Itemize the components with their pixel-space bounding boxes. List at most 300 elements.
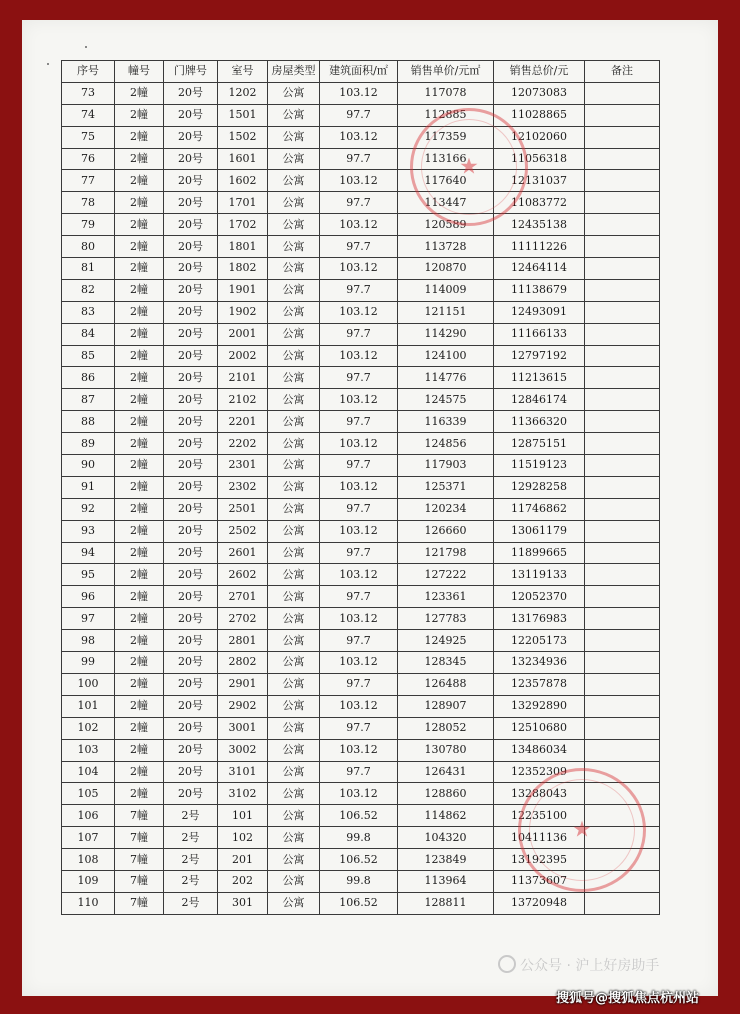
cell-remarks	[585, 761, 660, 783]
cell-house-type: 公寓	[268, 104, 320, 126]
cell-unit-price: 127783	[398, 608, 494, 630]
cell-building: 2幢	[115, 367, 164, 389]
cell-unit-price: 114009	[398, 279, 494, 301]
cell-area: 103.12	[320, 258, 398, 280]
cell-seq: 93	[62, 520, 115, 542]
cell-unit-price: 127222	[398, 564, 494, 586]
cell-unit-price: 126488	[398, 673, 494, 695]
table-row	[62, 476, 660, 498]
cell-area: 97.7	[320, 673, 398, 695]
cell-unit-price: 125371	[398, 476, 494, 498]
cell-building: 2幢	[115, 323, 164, 345]
cell-house-type: 公寓	[268, 739, 320, 761]
cell-building: 7幢	[115, 849, 164, 871]
cell-room: 1801	[218, 236, 268, 258]
cell-house-type: 公寓	[268, 608, 320, 630]
cell-door-number: 20号	[164, 695, 218, 717]
cell-area: 97.7	[320, 148, 398, 170]
cell-house-type: 公寓	[268, 520, 320, 542]
cell-door-number: 20号	[164, 82, 218, 104]
scan-speck	[85, 46, 87, 48]
cell-unit-price: 104320	[398, 827, 494, 849]
cell-total-price: 13234936	[494, 652, 585, 674]
cell-area: 99.8	[320, 827, 398, 849]
cell-unit-price: 120234	[398, 498, 494, 520]
table-row	[62, 301, 660, 323]
cell-door-number: 20号	[164, 761, 218, 783]
cell-door-number: 20号	[164, 783, 218, 805]
cell-unit-price: 128860	[398, 783, 494, 805]
cell-house-type: 公寓	[268, 433, 320, 455]
cell-area: 103.12	[320, 82, 398, 104]
cell-house-type: 公寓	[268, 783, 320, 805]
cell-building: 7幢	[115, 805, 164, 827]
cell-house-type: 公寓	[268, 805, 320, 827]
cell-building: 2幢	[115, 104, 164, 126]
cell-seq: 101	[62, 695, 115, 717]
cell-unit-price: 124575	[398, 389, 494, 411]
cell-remarks	[585, 104, 660, 126]
cell-area: 103.12	[320, 783, 398, 805]
cell-room: 2702	[218, 608, 268, 630]
cell-door-number: 20号	[164, 608, 218, 630]
cell-room: 3101	[218, 761, 268, 783]
cell-room: 1902	[218, 301, 268, 323]
cell-total-price: 12073083	[494, 82, 585, 104]
cell-total-price: 12102060	[494, 126, 585, 148]
cell-seq: 99	[62, 652, 115, 674]
cell-area: 103.12	[320, 345, 398, 367]
cell-area: 103.12	[320, 652, 398, 674]
cell-total-price: 13486034	[494, 739, 585, 761]
cell-door-number: 20号	[164, 652, 218, 674]
wechat-icon	[498, 955, 516, 973]
cell-area: 106.52	[320, 892, 398, 914]
cell-door-number: 20号	[164, 411, 218, 433]
company-seal: ★	[410, 108, 528, 226]
cell-total-price: 12235100	[494, 805, 585, 827]
cell-house-type: 公寓	[268, 367, 320, 389]
cell-remarks	[585, 411, 660, 433]
cell-total-price: 12205173	[494, 630, 585, 652]
cell-door-number: 20号	[164, 148, 218, 170]
cell-building: 2幢	[115, 783, 164, 805]
cell-room: 2002	[218, 345, 268, 367]
cell-seq: 98	[62, 630, 115, 652]
cell-door-number: 20号	[164, 630, 218, 652]
cell-seq: 97	[62, 608, 115, 630]
cell-unit-price: 114290	[398, 323, 494, 345]
cell-house-type: 公寓	[268, 411, 320, 433]
cell-building: 2幢	[115, 498, 164, 520]
cell-house-type: 公寓	[268, 586, 320, 608]
cell-door-number: 2号	[164, 827, 218, 849]
cell-area: 103.12	[320, 520, 398, 542]
cell-door-number: 20号	[164, 542, 218, 564]
cell-remarks	[585, 827, 660, 849]
cell-door-number: 20号	[164, 717, 218, 739]
cell-total-price: 12797192	[494, 345, 585, 367]
cell-building: 2幢	[115, 520, 164, 542]
header-area: 建筑面积/㎡	[320, 61, 398, 83]
table-row	[62, 345, 660, 367]
cell-seq: 73	[62, 82, 115, 104]
cell-unit-price: 112885	[398, 104, 494, 126]
company-seal-2: ★	[518, 768, 646, 892]
table-row	[62, 520, 660, 542]
cell-seq: 102	[62, 717, 115, 739]
cell-unit-price: 128052	[398, 717, 494, 739]
cell-area: 103.12	[320, 608, 398, 630]
table-row	[62, 870, 660, 892]
cell-remarks	[585, 323, 660, 345]
table-header-row	[62, 61, 660, 83]
cell-door-number: 20号	[164, 301, 218, 323]
cell-building: 2幢	[115, 608, 164, 630]
cell-door-number: 20号	[164, 476, 218, 498]
cell-room: 3102	[218, 783, 268, 805]
cell-remarks	[585, 783, 660, 805]
cell-room: 2202	[218, 433, 268, 455]
cell-room: 2302	[218, 476, 268, 498]
cell-remarks	[585, 126, 660, 148]
cell-unit-price: 117078	[398, 82, 494, 104]
table-row	[62, 82, 660, 104]
table-row	[62, 455, 660, 477]
cell-room: 102	[218, 827, 268, 849]
cell-area: 103.12	[320, 389, 398, 411]
cell-total-price: 12928258	[494, 476, 585, 498]
cell-total-price: 12357878	[494, 673, 585, 695]
cell-room: 2201	[218, 411, 268, 433]
cell-remarks	[585, 564, 660, 586]
cell-seq: 107	[62, 827, 115, 849]
cell-room: 1601	[218, 148, 268, 170]
cell-area: 103.12	[320, 739, 398, 761]
cell-seq: 86	[62, 367, 115, 389]
cell-door-number: 20号	[164, 192, 218, 214]
cell-door-number: 20号	[164, 455, 218, 477]
cell-total-price: 13292890	[494, 695, 585, 717]
cell-room: 301	[218, 892, 268, 914]
cell-door-number: 20号	[164, 389, 218, 411]
cell-house-type: 公寓	[268, 892, 320, 914]
cell-seq: 91	[62, 476, 115, 498]
cell-room: 2602	[218, 564, 268, 586]
cell-building: 7幢	[115, 827, 164, 849]
cell-total-price: 13192395	[494, 849, 585, 871]
cell-building: 2幢	[115, 411, 164, 433]
cell-total-price: 11056318	[494, 148, 585, 170]
cell-room: 1602	[218, 170, 268, 192]
cell-area: 97.7	[320, 542, 398, 564]
cell-room: 101	[218, 805, 268, 827]
cell-seq: 81	[62, 258, 115, 280]
cell-area: 103.12	[320, 433, 398, 455]
cell-door-number: 20号	[164, 236, 218, 258]
table-row	[62, 542, 660, 564]
cell-room: 3001	[218, 717, 268, 739]
cell-area: 106.52	[320, 849, 398, 871]
cell-seq: 80	[62, 236, 115, 258]
cell-seq: 106	[62, 805, 115, 827]
cell-unit-price: 117359	[398, 126, 494, 148]
cell-unit-price: 114776	[398, 367, 494, 389]
cell-room: 1901	[218, 279, 268, 301]
cell-area: 103.12	[320, 301, 398, 323]
table-row	[62, 827, 660, 849]
table-row	[62, 717, 660, 739]
cell-area: 99.8	[320, 870, 398, 892]
cell-room: 2102	[218, 389, 268, 411]
cell-building: 2幢	[115, 630, 164, 652]
cell-house-type: 公寓	[268, 717, 320, 739]
cell-room: 2301	[218, 455, 268, 477]
cell-seq: 104	[62, 761, 115, 783]
header-seq: 序号	[62, 61, 115, 83]
cell-remarks	[585, 892, 660, 914]
cell-total-price: 12510680	[494, 717, 585, 739]
cell-remarks	[585, 192, 660, 214]
cell-area: 97.7	[320, 104, 398, 126]
cell-unit-price: 124925	[398, 630, 494, 652]
table-row	[62, 673, 660, 695]
cell-remarks	[585, 455, 660, 477]
cell-room: 1802	[218, 258, 268, 280]
cell-area: 103.12	[320, 170, 398, 192]
cell-unit-price: 121798	[398, 542, 494, 564]
cell-building: 2幢	[115, 455, 164, 477]
cell-house-type: 公寓	[268, 761, 320, 783]
cell-remarks	[585, 849, 660, 871]
cell-house-type: 公寓	[268, 630, 320, 652]
cell-building: 2幢	[115, 345, 164, 367]
cell-total-price: 11366320	[494, 411, 585, 433]
cell-door-number: 20号	[164, 586, 218, 608]
cell-remarks	[585, 586, 660, 608]
cell-house-type: 公寓	[268, 170, 320, 192]
cell-unit-price: 128811	[398, 892, 494, 914]
header-room: 室号	[218, 61, 268, 83]
header-building: 幢号	[115, 61, 164, 83]
cell-unit-price: 123361	[398, 586, 494, 608]
cell-room: 2902	[218, 695, 268, 717]
cell-remarks	[585, 498, 660, 520]
cell-building: 2幢	[115, 739, 164, 761]
cell-total-price: 13119133	[494, 564, 585, 586]
cell-seq: 95	[62, 564, 115, 586]
cell-door-number: 20号	[164, 126, 218, 148]
cell-house-type: 公寓	[268, 126, 320, 148]
cell-seq: 79	[62, 214, 115, 236]
cell-remarks	[585, 717, 660, 739]
cell-room: 2802	[218, 652, 268, 674]
cell-total-price: 13061179	[494, 520, 585, 542]
cell-room: 2801	[218, 630, 268, 652]
cell-total-price: 12493091	[494, 301, 585, 323]
cell-building: 2幢	[115, 170, 164, 192]
table-row	[62, 236, 660, 258]
cell-area: 97.7	[320, 236, 398, 258]
cell-seq: 103	[62, 739, 115, 761]
cell-unit-price: 113964	[398, 870, 494, 892]
cell-seq: 96	[62, 586, 115, 608]
scan-speck	[47, 63, 49, 65]
cell-unit-price: 130780	[398, 739, 494, 761]
cell-room: 3002	[218, 739, 268, 761]
cell-area: 97.7	[320, 630, 398, 652]
cell-door-number: 2号	[164, 870, 218, 892]
table-row	[62, 739, 660, 761]
cell-seq: 82	[62, 279, 115, 301]
cell-building: 2幢	[115, 433, 164, 455]
cell-remarks	[585, 870, 660, 892]
cell-room: 2502	[218, 520, 268, 542]
cell-building: 2幢	[115, 82, 164, 104]
cell-seq: 90	[62, 455, 115, 477]
cell-area: 103.12	[320, 476, 398, 498]
table-row	[62, 695, 660, 717]
cell-building: 2幢	[115, 279, 164, 301]
cell-house-type: 公寓	[268, 345, 320, 367]
table-row	[62, 411, 660, 433]
cell-remarks	[585, 301, 660, 323]
cell-unit-price: 113728	[398, 236, 494, 258]
cell-seq: 100	[62, 673, 115, 695]
header-door-number: 门牌号	[164, 61, 218, 83]
cell-remarks	[585, 630, 660, 652]
table-row	[62, 279, 660, 301]
header-unit-price: 销售单价/元㎡	[398, 61, 494, 83]
cell-room: 2501	[218, 498, 268, 520]
cell-seq: 83	[62, 301, 115, 323]
cell-room: 1702	[218, 214, 268, 236]
cell-house-type: 公寓	[268, 673, 320, 695]
table-row	[62, 192, 660, 214]
table-row	[62, 630, 660, 652]
cell-building: 7幢	[115, 892, 164, 914]
cell-door-number: 20号	[164, 367, 218, 389]
table-row	[62, 214, 660, 236]
table-row	[62, 148, 660, 170]
cell-house-type: 公寓	[268, 192, 320, 214]
cell-remarks	[585, 652, 660, 674]
cell-unit-price: 128345	[398, 652, 494, 674]
cell-building: 2幢	[115, 542, 164, 564]
cell-total-price: 11899665	[494, 542, 585, 564]
cell-house-type: 公寓	[268, 214, 320, 236]
cell-building: 2幢	[115, 717, 164, 739]
cell-remarks	[585, 258, 660, 280]
table-row	[62, 761, 660, 783]
cell-remarks	[585, 236, 660, 258]
cell-remarks	[585, 214, 660, 236]
cell-room: 1202	[218, 82, 268, 104]
cell-seq: 87	[62, 389, 115, 411]
cell-area: 97.7	[320, 717, 398, 739]
wechat-watermark-text: 公众号 · 沪上好房助手	[520, 958, 660, 974]
cell-door-number: 20号	[164, 170, 218, 192]
cell-seq: 75	[62, 126, 115, 148]
cell-seq: 76	[62, 148, 115, 170]
cell-remarks	[585, 673, 660, 695]
header-total-price: 销售总价/元	[494, 61, 585, 83]
cell-house-type: 公寓	[268, 652, 320, 674]
table-row	[62, 608, 660, 630]
table-row	[62, 805, 660, 827]
cell-room: 202	[218, 870, 268, 892]
cell-building: 2幢	[115, 695, 164, 717]
cell-area: 97.7	[320, 498, 398, 520]
cell-total-price: 12464114	[494, 258, 585, 280]
cell-total-price: 12352309	[494, 761, 585, 783]
cell-seq: 105	[62, 783, 115, 805]
cell-seq: 110	[62, 892, 115, 914]
cell-seq: 94	[62, 542, 115, 564]
table-row	[62, 323, 660, 345]
wechat-watermark	[498, 955, 659, 975]
cell-remarks	[585, 520, 660, 542]
cell-building: 2幢	[115, 214, 164, 236]
cell-unit-price: 113166	[398, 148, 494, 170]
cell-house-type: 公寓	[268, 455, 320, 477]
cell-room: 2101	[218, 367, 268, 389]
header-house-type: 房屋类型	[268, 61, 320, 83]
cell-house-type: 公寓	[268, 258, 320, 280]
cell-building: 2幢	[115, 564, 164, 586]
cell-seq: 84	[62, 323, 115, 345]
cell-area: 97.7	[320, 761, 398, 783]
cell-door-number: 2号	[164, 849, 218, 871]
cell-remarks	[585, 148, 660, 170]
cell-remarks	[585, 170, 660, 192]
cell-house-type: 公寓	[268, 542, 320, 564]
cell-total-price: 13288043	[494, 783, 585, 805]
cell-area: 97.7	[320, 192, 398, 214]
cell-area: 97.7	[320, 455, 398, 477]
cell-total-price: 11373607	[494, 870, 585, 892]
cell-unit-price: 128907	[398, 695, 494, 717]
table-row	[62, 433, 660, 455]
cell-room: 2701	[218, 586, 268, 608]
cell-building: 2幢	[115, 673, 164, 695]
cell-total-price: 12052370	[494, 586, 585, 608]
cell-room: 201	[218, 849, 268, 871]
cell-door-number: 20号	[164, 345, 218, 367]
cell-building: 7幢	[115, 870, 164, 892]
cell-total-price: 11746862	[494, 498, 585, 520]
cell-room: 2901	[218, 673, 268, 695]
cell-house-type: 公寓	[268, 148, 320, 170]
cell-house-type: 公寓	[268, 301, 320, 323]
table-row	[62, 783, 660, 805]
cell-total-price: 13720948	[494, 892, 585, 914]
cell-remarks	[585, 345, 660, 367]
cell-area: 97.7	[320, 279, 398, 301]
table-row	[62, 652, 660, 674]
cell-building: 2幢	[115, 126, 164, 148]
cell-building: 2幢	[115, 652, 164, 674]
cell-unit-price: 124100	[398, 345, 494, 367]
cell-house-type: 公寓	[268, 82, 320, 104]
cell-seq: 108	[62, 849, 115, 871]
cell-house-type: 公寓	[268, 870, 320, 892]
table-row	[62, 586, 660, 608]
cell-house-type: 公寓	[268, 323, 320, 345]
cell-unit-price: 114862	[398, 805, 494, 827]
cell-house-type: 公寓	[268, 695, 320, 717]
cell-total-price: 11166133	[494, 323, 585, 345]
